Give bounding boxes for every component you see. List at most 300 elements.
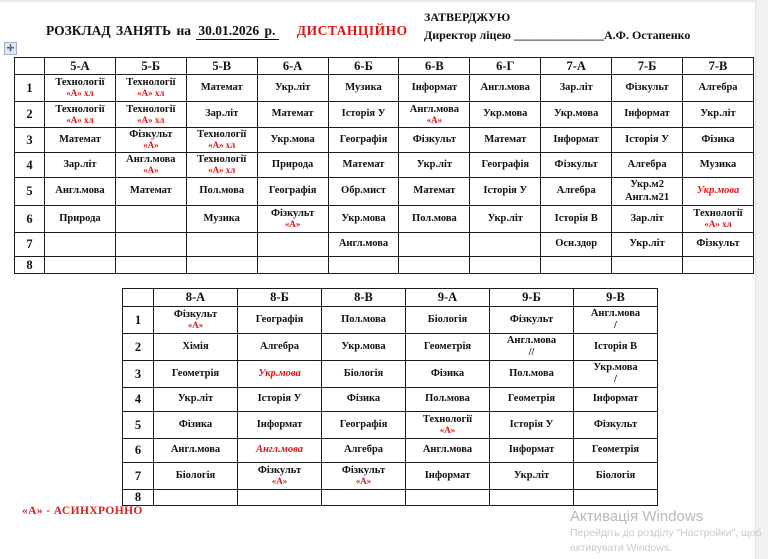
subject-label: Історія В (593, 340, 638, 352)
timetable-cell (683, 178, 754, 206)
timetable-cell (470, 178, 541, 206)
timetable-cell (257, 233, 328, 257)
subject-label: Укр.літ (629, 238, 665, 250)
timetable-cell (470, 128, 541, 153)
subject-label: Математ (342, 158, 385, 170)
timetable-cell (115, 153, 186, 178)
document-title (46, 23, 408, 39)
timetable-cell (186, 75, 257, 102)
timetable-cell (238, 307, 322, 334)
subject-label: Укр.мова (341, 340, 386, 352)
timetable-row (15, 178, 754, 206)
timetable-cell (186, 178, 257, 206)
director-name: А.Ф. Остапенко (603, 28, 691, 42)
subject-label: Англ.мова (506, 334, 557, 346)
timetable-cell (154, 412, 238, 439)
timetable-cell (115, 102, 186, 128)
timetable-cell (238, 412, 322, 439)
subject-label: Укр.літ (274, 81, 311, 93)
timetable-cell (154, 334, 238, 361)
subject-label: Фізкульт (593, 418, 638, 430)
class-header-8-Б: 8-Б (238, 289, 322, 307)
timetable-cell (115, 128, 186, 153)
subject-label: Технології (197, 154, 247, 166)
timetable-cell (322, 439, 406, 463)
timetable-cell (612, 153, 683, 178)
timetable-cell (328, 75, 399, 102)
subject-label: Історія У (483, 185, 528, 197)
async-marker: «А» (284, 219, 301, 230)
class-header-7-Б: 7-Б (612, 58, 683, 75)
timetable-cell (115, 257, 186, 274)
timetable-cell (574, 490, 658, 506)
timetable-cell (490, 490, 574, 506)
lesson-number: 6 (123, 439, 154, 463)
timetable-cell (612, 257, 683, 274)
timetable-cell (490, 334, 574, 361)
timetable-cell (322, 412, 406, 439)
timetable-cell (399, 233, 470, 257)
timetable-cell (683, 102, 754, 128)
timetable-cell (574, 334, 658, 361)
mode-label: ДИСТАНЦІЙНО (296, 23, 408, 38)
subject-label: Англ.мова (170, 444, 221, 456)
subject-label: Інформат (553, 133, 599, 145)
subject-label: Математ (58, 133, 101, 145)
class-header-8-В: 8-В (322, 289, 406, 307)
timetable-cell (406, 361, 490, 388)
timetable-cell (154, 463, 238, 490)
timetable-cell (490, 307, 574, 334)
subject-label: Англ.мова (590, 307, 641, 319)
subject-label: Зар.літ (63, 158, 97, 170)
timetable-cell (115, 233, 186, 257)
timetable-cell (238, 439, 322, 463)
timetable-cell (328, 153, 399, 178)
timetable-cell (238, 463, 322, 490)
subject-label: Історія В (554, 212, 598, 224)
timetable-cell (322, 307, 406, 334)
director-line: Директор ліцею _______________А.Ф. Остапенко (424, 28, 691, 42)
class-header-9-Б: 9-Б (490, 289, 574, 307)
subject-label: Фізкульт (270, 208, 315, 220)
timetable-cell (257, 102, 328, 128)
subject-label: Пол.мова (341, 313, 386, 325)
subject-label: Укр.мова (483, 108, 528, 120)
timetable-cell (470, 102, 541, 128)
timetable-cell (328, 206, 399, 233)
watermark-line2: активувати Windows. (570, 542, 672, 555)
subject-label: Історія У (257, 393, 302, 405)
subject-label: Пол.мова (509, 367, 554, 379)
timetable-cell (257, 75, 328, 102)
timetable-cell (470, 153, 541, 178)
subject-label: Фізика (701, 133, 735, 145)
approve-heading: ЗАТВЕРДЖУЮ (424, 10, 511, 24)
timetable-cell (328, 257, 399, 274)
subject-label: Укр.літ (487, 212, 523, 224)
async-marker: «А» хл (66, 88, 94, 99)
subject-label: Технології (693, 208, 743, 220)
timetable-cell (322, 388, 406, 412)
timetable-row (123, 412, 658, 439)
timetable-cell (490, 361, 574, 388)
timetable-cell (612, 178, 683, 206)
timetable-grades-8-9 (122, 288, 658, 506)
timetable-cell (154, 490, 238, 506)
async-marker: «А» (271, 476, 288, 487)
timetable-cell (541, 128, 612, 153)
class-header-9-В: 9-В (574, 289, 658, 307)
timetable-cell (683, 75, 754, 102)
timetable-cell (399, 206, 470, 233)
subject-label: Алгебра (556, 185, 596, 197)
timetable-cell (238, 361, 322, 388)
timetable-cell (612, 206, 683, 233)
subject-label: Фізкульт (257, 465, 302, 477)
timetable-cell (490, 463, 574, 490)
subject-label: Зар.літ (559, 81, 593, 93)
subject-label: Математ (271, 108, 314, 120)
timetable-row (15, 128, 754, 153)
subject-label: Фізика (430, 367, 465, 379)
async-marker: «А» (143, 165, 159, 176)
timetable-cell (238, 334, 322, 361)
signature-blank: _______________ (513, 28, 604, 42)
subject-label: Математ (200, 81, 243, 93)
lesson-number: 1 (123, 307, 154, 334)
timetable-cell (470, 75, 541, 102)
timetable-row (123, 307, 658, 334)
subject-label-secondary: / (614, 374, 617, 385)
class-header-9-А: 9-А (406, 289, 490, 307)
timetable-cell (683, 257, 754, 274)
subject-label: Укр.літ (700, 108, 736, 120)
page-top-edge (0, 0, 768, 2)
subject-label: Зар.літ (630, 212, 664, 224)
subject-label: Інформат (411, 81, 458, 93)
subject-label: Укр.літ (513, 469, 550, 481)
subject-label: Інформат (508, 444, 555, 456)
subject-label: Музика (345, 81, 382, 93)
subject-label: Фізкульт (509, 313, 554, 325)
timetable-cell (683, 153, 754, 178)
timetable-cell (490, 388, 574, 412)
async-marker: «А» хл (208, 140, 236, 151)
subject-label: Технології (55, 77, 105, 89)
timetable-cell (541, 233, 612, 257)
subject-label: Географія (268, 185, 317, 197)
subject-label: Укр.м2 (630, 179, 664, 191)
lesson-number: 8 (15, 257, 45, 274)
subject-label-secondary: Англ.м21 (625, 191, 670, 203)
watermark-line1: Перейдіть до розділу "Настройки", щоб (570, 527, 762, 539)
subject-label: Укр.мова (270, 133, 315, 145)
timetable-row (123, 361, 658, 388)
subject-label: Інформат (624, 108, 670, 120)
timetable-cell (406, 307, 490, 334)
async-marker: «А» хл (208, 165, 236, 176)
timetable-cell (612, 128, 683, 153)
timetable-cell (406, 439, 490, 463)
class-header-7-А: 7-А (541, 58, 612, 75)
timetable-cell (541, 75, 612, 102)
lesson-number: 6 (15, 206, 45, 233)
timetable-cell (541, 257, 612, 274)
subject-label: Пол.мова (425, 393, 470, 405)
timetable-cell (45, 206, 116, 233)
timetable-grades-5-7 (14, 57, 754, 274)
timetable-row (15, 233, 754, 257)
subject-label: Географія (339, 418, 388, 430)
timetable-cell (154, 439, 238, 463)
async-marker: «А» (426, 114, 443, 125)
subject-label: Технології (126, 103, 176, 115)
timetable-row (15, 153, 754, 178)
subject-label: Фізика (178, 418, 213, 430)
async-marker: «А» (439, 425, 456, 436)
subject-label: Музика (699, 158, 737, 170)
table-move-handle-icon[interactable]: ✛ (4, 42, 17, 55)
subject-label: Математ (413, 185, 456, 197)
subject-label: Географія (255, 313, 304, 325)
timetable-cell (399, 75, 470, 102)
subject-label: Осн.здор (555, 238, 598, 250)
subject-label: Природа (59, 212, 101, 224)
subject-label-secondary: // (528, 347, 535, 358)
async-marker: «А» хл (137, 88, 165, 99)
timetable-cell (186, 153, 257, 178)
subject-label: Технології (55, 103, 105, 115)
subject-label: Математ (129, 185, 172, 197)
timetable-cell (541, 102, 612, 128)
timetable-row (15, 206, 754, 233)
subject-label: Геометрія (423, 340, 472, 352)
subject-label: Англ.мова (55, 185, 105, 197)
subject-label: Історія У (341, 108, 386, 120)
subject-label: Зар.літ (205, 108, 239, 120)
class-header-6-Б: 6-Б (328, 58, 399, 75)
timetable-cell (541, 153, 612, 178)
subject-label: Біологія (175, 469, 216, 481)
timetable-row (123, 439, 658, 463)
subject-label: Алгебра (627, 158, 667, 170)
timetable-cell (322, 463, 406, 490)
timetable-cell (154, 388, 238, 412)
timetable-cell (574, 439, 658, 463)
timetable-cell (399, 153, 470, 178)
timetable-cell (257, 206, 328, 233)
lesson-number: 7 (15, 233, 45, 257)
subject-label: Англ.мова (480, 81, 530, 93)
subject-label: Укр.мова (554, 108, 599, 120)
subject-label: Геометрія (507, 393, 556, 405)
subject-label: Пол.мова (412, 212, 457, 224)
lesson-number: 1 (15, 75, 45, 102)
timetable-cell (322, 334, 406, 361)
timetable-row (123, 334, 658, 361)
lesson-number: 8 (123, 490, 154, 506)
timetable-cell (322, 490, 406, 506)
subject-label: Фізкульт (696, 238, 740, 250)
timetable-cell (470, 206, 541, 233)
timetable-cell (115, 178, 186, 206)
subject-label: Англ.мова (256, 444, 303, 456)
timetable-cell (186, 257, 257, 274)
watermark-title: Активація Windows (570, 508, 704, 525)
timetable-cell (45, 233, 116, 257)
asynchronous-legend: «А» - АСИНХРОННО (22, 505, 143, 517)
timetable-cell (257, 178, 328, 206)
subject-label: Англ.мова (338, 238, 389, 250)
timetable-cell (470, 233, 541, 257)
timetable-cell (574, 307, 658, 334)
lesson-number: 3 (15, 128, 45, 153)
subject-label: Технології (197, 129, 247, 141)
subject-label: Укр.мова (696, 185, 740, 197)
timetable-cell (154, 307, 238, 334)
class-header-7-В: 7-В (683, 58, 754, 75)
subject-label: Інформат (256, 418, 303, 430)
subject-label: Англ.мова (422, 444, 473, 456)
subject-label: Алгебра (259, 340, 300, 352)
subject-label: Фізкульт (173, 309, 218, 321)
timetable-cell (541, 178, 612, 206)
subject-label: Алгебра (343, 444, 384, 456)
timetable-cell (612, 233, 683, 257)
subject-label: Геометрія (591, 444, 640, 456)
timetable-cell (328, 128, 399, 153)
timetable-cell (683, 128, 754, 153)
async-marker: «А» (355, 476, 372, 487)
timetable-row (123, 388, 658, 412)
timetable-cell (45, 102, 116, 128)
timetable-cell (45, 178, 116, 206)
schedule-date: 30.01.2026 р. (196, 23, 279, 40)
timetable-cell (257, 128, 328, 153)
lesson-number: 2 (15, 102, 45, 128)
timetable-row (123, 463, 658, 490)
timetable-cell (45, 128, 116, 153)
timetable-cell (406, 388, 490, 412)
page-right-margin (755, 0, 768, 559)
subject-label: Укр.мова (258, 367, 301, 379)
subject-label: Обр.мист (341, 185, 386, 197)
subject-label: Біологія (343, 367, 384, 379)
lesson-number: 5 (123, 412, 154, 439)
timetable-cell (406, 412, 490, 439)
class-header-6-В: 6-В (399, 58, 470, 75)
subject-label: Біологія (595, 469, 636, 481)
timetable-cell (322, 361, 406, 388)
timetable-cell (612, 75, 683, 102)
class-header-6-А: 6-А (257, 58, 328, 75)
subject-label: Інформат (424, 469, 471, 481)
timetable-cell (238, 490, 322, 506)
subject-label: Історія У (509, 418, 554, 430)
timetable-cell (238, 388, 322, 412)
subject-label: Технології (126, 77, 176, 89)
timetable-cell (470, 257, 541, 274)
timetable-cell (328, 102, 399, 128)
lesson-number: 4 (15, 153, 45, 178)
lesson-number: 3 (123, 361, 154, 388)
timetable-cell (257, 257, 328, 274)
timetable-cell (683, 233, 754, 257)
subject-label: Фізкульт (625, 81, 669, 93)
subject-label: Фізика (346, 393, 381, 405)
timetable-cell (186, 102, 257, 128)
timetable-row (15, 257, 754, 274)
subject-label: Історія У (625, 133, 669, 145)
subject-label: Фізкульт (129, 129, 173, 141)
timetable-cell (406, 463, 490, 490)
async-marker: «А» (143, 140, 159, 151)
windows-activation-watermark (570, 508, 762, 556)
timetable-row (123, 490, 658, 506)
timetable-cell (490, 439, 574, 463)
timetable-cell (574, 388, 658, 412)
subject-label: Інформат (592, 393, 639, 405)
title-text: РОЗКЛАД ЗАНЯТЬ на (46, 23, 192, 38)
class-header-5-А: 5-А (45, 58, 116, 75)
timetable-cell (328, 178, 399, 206)
timetable-cell (541, 206, 612, 233)
class-header-6-Г: 6-Г (470, 58, 541, 75)
timetable-row (15, 102, 754, 128)
timetable-cell (574, 463, 658, 490)
timetable-cell (257, 153, 328, 178)
timetable-cell (574, 361, 658, 388)
async-marker: «А» хл (704, 219, 732, 230)
timetable-cell (406, 334, 490, 361)
subject-label: Технології (422, 414, 473, 426)
async-marker: «А» (187, 320, 204, 331)
subject-label-secondary: / (614, 320, 617, 331)
timetable-cell (45, 153, 116, 178)
lesson-number: 4 (123, 388, 154, 412)
subject-label: Геометрія (171, 367, 220, 379)
subject-label: Географія (339, 133, 388, 145)
async-marker: «А» хл (137, 114, 165, 125)
timetable-cell (399, 178, 470, 206)
approval-block (424, 10, 690, 43)
subject-label: Фізкульт (554, 158, 598, 170)
timetable-cell (406, 490, 490, 506)
subject-label: Біологія (427, 313, 468, 325)
subject-label: Математ (484, 133, 527, 145)
timetable-cell (490, 412, 574, 439)
timetable-cell (399, 257, 470, 274)
timetable-cell (574, 412, 658, 439)
subject-label: Хімія (182, 340, 209, 352)
subject-label: Фізкульт (412, 133, 457, 145)
timetable-cell (186, 206, 257, 233)
subject-label: Укр.мова (341, 212, 386, 224)
subject-label: Укр.мова (593, 361, 638, 373)
subject-label: Англ.мова (126, 154, 176, 166)
subject-label: Фізкульт (341, 465, 386, 477)
subject-label: Музика (203, 212, 240, 224)
subject-label: Укр.літ (416, 158, 453, 170)
timetable-cell (612, 102, 683, 128)
subject-label: Алгебра (698, 81, 738, 93)
timetable-cell (399, 128, 470, 153)
corner-cell (15, 58, 45, 75)
subject-label: Природа (271, 158, 314, 170)
class-header-5-В: 5-В (186, 58, 257, 75)
timetable-cell (154, 361, 238, 388)
